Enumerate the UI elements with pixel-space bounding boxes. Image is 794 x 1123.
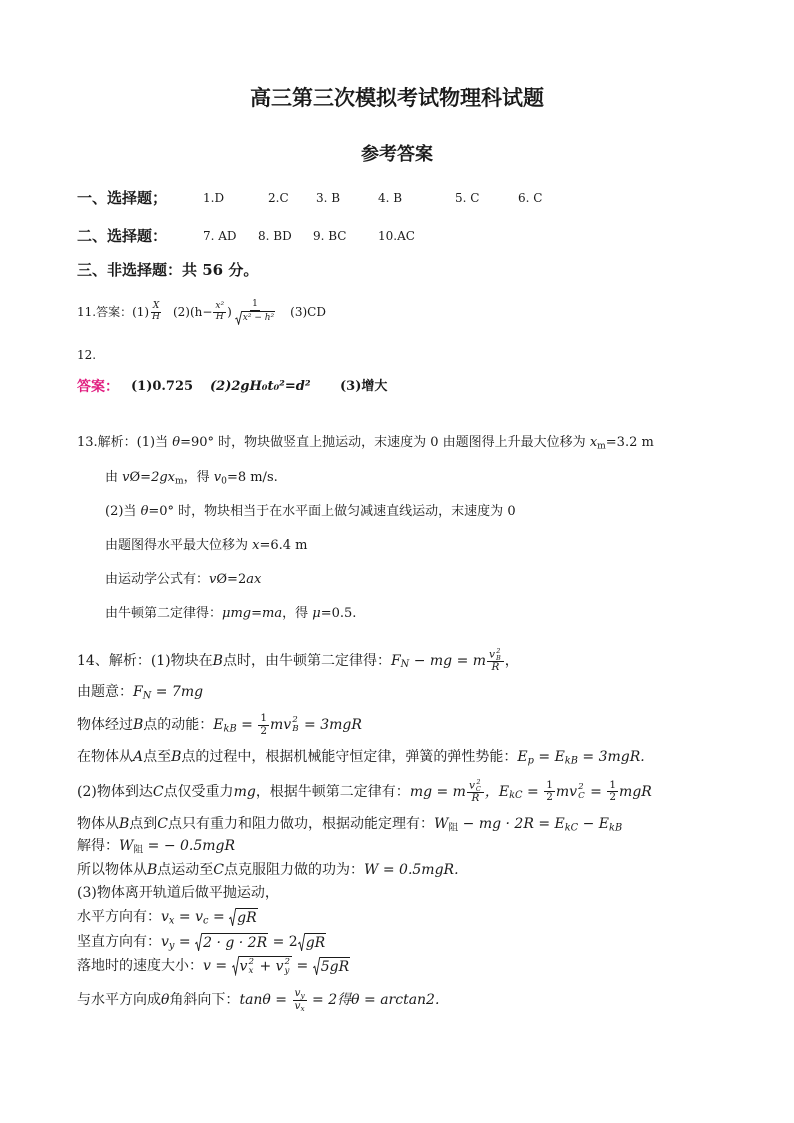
radicand bbox=[239, 956, 293, 975]
radicand: 5gR bbox=[320, 958, 350, 975]
math-var: E bbox=[517, 749, 528, 765]
subscript: m bbox=[597, 441, 606, 452]
text-run: 所以物体从 bbox=[77, 862, 147, 878]
q11-answer-line bbox=[77, 300, 326, 324]
text-run: =0.5. bbox=[320, 606, 357, 621]
q13-line-4 bbox=[105, 534, 308, 558]
q12-answer-1: (1)0.725 bbox=[131, 379, 194, 394]
section-1-label: 一、选择题； bbox=[77, 189, 168, 207]
text-run: 14、解析：(1)物块在 bbox=[77, 652, 213, 669]
math-var: v bbox=[468, 779, 475, 792]
math-expr: ma bbox=[262, 606, 283, 621]
q12-answer-3: (3)增大 bbox=[340, 379, 388, 394]
text-run: 落地时的速度大小： bbox=[77, 958, 203, 974]
subscript: m bbox=[175, 476, 184, 487]
q13-line-1 bbox=[77, 431, 654, 455]
fraction-numerator bbox=[487, 648, 504, 662]
fraction-denominator: H bbox=[215, 312, 224, 322]
text-run: 点到 bbox=[129, 816, 158, 832]
text-run: 由题图得水平最大位移为 bbox=[105, 538, 253, 553]
math-var: x bbox=[252, 538, 260, 553]
text-run: ，根据牛顿第二定律有： bbox=[255, 783, 410, 800]
fraction-numerator: 1 bbox=[546, 778, 553, 791]
math-var: W bbox=[434, 816, 449, 832]
fraction bbox=[544, 780, 555, 804]
text-run: =0° 时，物块相当于在水平面上做匀减速直线运动，末速度为 0 bbox=[148, 504, 516, 519]
q14-line-6 bbox=[77, 812, 622, 836]
math-var: θ bbox=[161, 992, 170, 1009]
subscript: y bbox=[284, 965, 290, 976]
math-expr: = bbox=[251, 606, 263, 621]
sup-sub bbox=[578, 783, 585, 800]
choice-answer: 8. BD bbox=[258, 229, 292, 243]
text-run: 由运动学公式有： bbox=[105, 572, 210, 587]
text-run: 点只有重力和阻力做功，根据动能定理有： bbox=[168, 816, 435, 832]
math-expr: mg bbox=[233, 783, 256, 800]
q12-answer-2: (2)2gH₀t₀²=d² bbox=[210, 379, 311, 394]
subscript: B bbox=[495, 653, 501, 662]
fraction bbox=[293, 988, 307, 1012]
math-var: x bbox=[589, 435, 598, 450]
math-var: v bbox=[489, 648, 495, 661]
math-expr: − mg · 2R = E bbox=[458, 816, 565, 832]
radical-sign bbox=[313, 957, 320, 976]
text-run: 物体从 bbox=[77, 816, 119, 832]
q13-line-6 bbox=[105, 602, 356, 626]
choice-answer: 6. C bbox=[518, 191, 543, 205]
fraction bbox=[607, 780, 618, 804]
choice-answer: 1.D bbox=[203, 191, 225, 205]
sup-sub bbox=[285, 958, 291, 975]
fraction-numerator: x² bbox=[215, 301, 225, 312]
subscript: y bbox=[300, 990, 305, 1000]
text-run: =8 m/s. bbox=[226, 470, 278, 485]
text-run: =90° 时，物块做竖直上抛运动，末速度为 0 由题图得上升最大位移为 bbox=[180, 435, 590, 450]
q14-line-2 bbox=[77, 680, 203, 704]
math-var: v bbox=[161, 934, 169, 950]
text-run: 点的过程中，根据机械能守恒定律，弹簧的弹性势能： bbox=[181, 749, 518, 765]
subscript: kB bbox=[609, 822, 623, 834]
text-run: 水平方向有： bbox=[77, 909, 161, 925]
math-expr: v = bbox=[203, 958, 232, 974]
choice-answer: 10.AC bbox=[378, 229, 415, 243]
subscript: C bbox=[475, 784, 481, 793]
choice-answer: 3. B bbox=[316, 191, 341, 205]
choice-answer: 9. BC bbox=[313, 229, 347, 243]
radical-sign bbox=[232, 956, 239, 975]
text-run: =3.2 m bbox=[605, 435, 654, 450]
fraction-denominator: 2 bbox=[546, 791, 553, 804]
math-var: F bbox=[133, 684, 143, 700]
q14-line-7 bbox=[77, 834, 235, 858]
point-label: B bbox=[147, 862, 158, 878]
choice-answer: 7. AD bbox=[203, 229, 237, 243]
math-var: v bbox=[213, 470, 222, 485]
section-2-label: 二、选择题： bbox=[77, 227, 168, 245]
fraction bbox=[258, 713, 269, 737]
text-run: 坚直方向有： bbox=[77, 934, 161, 950]
math-var: θ bbox=[172, 435, 181, 450]
math-expr: mv bbox=[270, 717, 292, 734]
subscript: 阻 bbox=[448, 822, 459, 834]
point-label: C bbox=[152, 783, 164, 800]
radical-sign bbox=[235, 311, 242, 325]
math-var: μ bbox=[312, 606, 321, 621]
math-var: F bbox=[390, 652, 401, 669]
text-run: 在物体从 bbox=[77, 749, 133, 765]
choice-answer: 2.C bbox=[268, 191, 289, 205]
math-var: E bbox=[213, 717, 224, 734]
math-glyph: Ø bbox=[216, 572, 228, 587]
q14-line-1 bbox=[77, 648, 519, 672]
subscript: y bbox=[168, 940, 175, 952]
text-run: (3)物体离开轨道后做平抛运动， bbox=[77, 885, 279, 901]
square-root bbox=[229, 908, 258, 927]
q14-line-5 bbox=[77, 779, 652, 803]
superscript: 2 bbox=[578, 782, 584, 793]
math-var: ax bbox=[246, 572, 262, 587]
q14-line-13 bbox=[77, 988, 439, 1012]
square-root bbox=[313, 957, 350, 976]
math-glyph: Ø bbox=[129, 470, 141, 485]
sup-sub bbox=[496, 648, 501, 661]
superscript: 2 bbox=[284, 957, 291, 968]
superscript: 2 bbox=[496, 647, 501, 655]
math-expr: = 2得θ = arctan2. bbox=[307, 992, 440, 1009]
text-run: 点运动至 bbox=[157, 862, 214, 878]
fraction bbox=[233, 300, 277, 325]
subscript: N bbox=[400, 659, 410, 671]
q14-line-8 bbox=[77, 858, 459, 882]
fraction-numerator bbox=[467, 779, 484, 793]
text-run: 点至 bbox=[143, 749, 172, 765]
math-expr: ，E bbox=[484, 783, 510, 800]
math-expr: = bbox=[292, 958, 313, 974]
q13-line-2 bbox=[105, 466, 278, 490]
text-run: 由题意： bbox=[77, 684, 133, 700]
fraction-numerator: 1 bbox=[260, 712, 267, 724]
fraction bbox=[150, 302, 162, 323]
radicand: 2 · g · 2R bbox=[203, 934, 268, 951]
math-expr: mv bbox=[555, 783, 578, 800]
radical-sign bbox=[229, 908, 236, 927]
sup-sub bbox=[248, 958, 254, 975]
subscript: p bbox=[527, 755, 534, 767]
fraction-denominator: 2 bbox=[260, 724, 267, 737]
q12-answer-label: 答案： bbox=[77, 379, 119, 395]
radical-sign bbox=[195, 933, 202, 952]
math-var: θ bbox=[140, 504, 149, 519]
point-label: B bbox=[119, 816, 130, 832]
subscript: x bbox=[168, 915, 175, 927]
math-expr: = bbox=[236, 717, 258, 734]
point-label: B bbox=[212, 652, 223, 669]
q14-line-3 bbox=[77, 713, 362, 737]
text-run: (2)当 bbox=[105, 504, 141, 519]
choice-answer: 5. C bbox=[455, 191, 480, 205]
text-run: (2)物体到达 bbox=[77, 783, 153, 800]
math-expr: = 7mg bbox=[151, 684, 204, 700]
subscript: x bbox=[248, 965, 254, 976]
subscript: N bbox=[142, 690, 152, 702]
square-root bbox=[232, 956, 293, 975]
q14-line-4 bbox=[77, 745, 645, 769]
math-expr: − E bbox=[578, 816, 610, 832]
point-label: B bbox=[171, 749, 182, 765]
q14-line-12 bbox=[77, 954, 350, 978]
math-expr: = E bbox=[533, 749, 565, 765]
text-run: 角斜向下： bbox=[169, 992, 240, 1009]
math-expr: = 2 bbox=[268, 934, 298, 950]
text-run: ，得 bbox=[183, 470, 214, 485]
fraction-denominator bbox=[233, 311, 277, 325]
superscript: 2 bbox=[292, 715, 298, 726]
text-run: 点的动能： bbox=[143, 717, 214, 734]
fraction-numerator: 1 bbox=[609, 778, 617, 791]
subscript: x bbox=[300, 1003, 305, 1013]
point-label: B bbox=[133, 717, 144, 734]
text-run: 点克服阻力做的功为： bbox=[224, 862, 365, 878]
superscript: 2 bbox=[248, 957, 254, 968]
point-label: A bbox=[133, 749, 144, 765]
math-expr: = − 0.5mgR bbox=[143, 838, 236, 854]
fraction-denominator: R bbox=[471, 792, 480, 805]
math-var: v bbox=[294, 987, 301, 999]
subscript: 0 bbox=[221, 476, 227, 487]
q11-part-3: (3)CD bbox=[290, 305, 326, 319]
point-label: C bbox=[213, 862, 225, 878]
q13-line-3 bbox=[105, 500, 516, 524]
math-expr: = bbox=[522, 783, 544, 800]
choice-answer: 4. B bbox=[378, 191, 403, 205]
superscript: 2 bbox=[476, 778, 481, 786]
q13-line-5 bbox=[105, 568, 261, 592]
text-run: 物体经过 bbox=[77, 717, 133, 734]
page-subtitle: 参考答案 bbox=[361, 144, 433, 165]
math-var: W bbox=[119, 838, 134, 854]
math-expr: − mg = m bbox=[409, 652, 487, 669]
math-expr: = 3mgR. bbox=[577, 749, 645, 765]
radicand: gR bbox=[305, 934, 326, 951]
text-run: ，得 bbox=[282, 606, 313, 621]
subscript: kC bbox=[509, 790, 523, 802]
math-var: v bbox=[209, 572, 217, 587]
q11-paren-close: ) bbox=[227, 305, 232, 319]
fraction bbox=[487, 648, 504, 674]
subscript: kC bbox=[564, 822, 579, 834]
math-var: x bbox=[167, 470, 176, 485]
math-var: v bbox=[161, 909, 169, 925]
text-run: =6.4 m bbox=[259, 538, 308, 553]
subscript: C bbox=[578, 790, 585, 801]
sup-sub bbox=[292, 716, 298, 733]
math-var: v bbox=[122, 470, 130, 485]
subscript: kB bbox=[564, 755, 578, 767]
math-expr: + v bbox=[255, 958, 284, 975]
subscript: 阻 bbox=[133, 844, 144, 856]
radicand: x² − h² bbox=[242, 312, 275, 323]
fraction bbox=[467, 779, 484, 805]
q14-line-11 bbox=[77, 930, 326, 954]
fraction-numerator: X bbox=[152, 301, 160, 312]
math-expr: =2 bbox=[227, 572, 247, 587]
text-run: 点时，由牛顿第二定律得： bbox=[222, 652, 391, 669]
fraction-numerator: 1 bbox=[252, 299, 258, 310]
point-label: C bbox=[157, 816, 169, 832]
text-run: ， bbox=[504, 652, 519, 669]
sup-sub bbox=[476, 779, 481, 792]
q14-line-9 bbox=[77, 881, 279, 905]
math-expr: mgR bbox=[619, 783, 652, 800]
subscript: kB bbox=[223, 723, 237, 735]
math-expr: tanθ = bbox=[239, 992, 292, 1009]
math-expr: = bbox=[174, 934, 196, 950]
radicand: gR bbox=[237, 909, 257, 926]
math-expr: mg = m bbox=[409, 783, 466, 800]
math-expr: = bbox=[208, 909, 230, 925]
math-expr: = bbox=[585, 783, 607, 800]
text-run: 由 bbox=[105, 470, 123, 485]
math-var: v bbox=[294, 999, 301, 1012]
section-3-label: 三、非选择题：共 56 分。 bbox=[77, 261, 259, 279]
q14-line-10 bbox=[77, 905, 258, 929]
math-expr: W = 0.5mgR. bbox=[364, 862, 459, 878]
math-expr: = v bbox=[174, 909, 203, 925]
math-expr: μmg bbox=[222, 606, 252, 621]
fraction-denominator: R bbox=[491, 661, 500, 674]
fraction bbox=[213, 302, 226, 323]
text-run: 与水平方向成 bbox=[77, 992, 161, 1009]
fraction-denominator: H bbox=[152, 312, 160, 322]
subscript: B bbox=[292, 724, 299, 735]
text-run: 解得： bbox=[77, 838, 119, 854]
math-expr: =2g bbox=[140, 470, 168, 485]
q12-number: 12. bbox=[77, 348, 97, 362]
q11-prefix: 11.答案：(1) bbox=[77, 305, 150, 319]
page-title: 高三第三次模拟考试物理科试题 bbox=[250, 85, 544, 110]
text-run: 13.解析：(1)当 bbox=[77, 435, 173, 450]
radical-sign bbox=[298, 933, 305, 952]
square-root bbox=[298, 933, 327, 952]
fraction-denominator bbox=[293, 1001, 307, 1013]
math-expr: = 3mgR bbox=[299, 717, 362, 734]
square-root bbox=[195, 933, 268, 952]
fraction-denominator: 2 bbox=[609, 791, 617, 804]
q11-part-2: (2)(h− bbox=[172, 305, 213, 319]
square-root bbox=[235, 311, 275, 325]
math-var: v bbox=[239, 958, 248, 975]
subscript: c bbox=[203, 915, 209, 927]
text-run: 由牛顿第二定律得： bbox=[105, 606, 223, 621]
text-run: 点仅受重力 bbox=[163, 783, 234, 800]
